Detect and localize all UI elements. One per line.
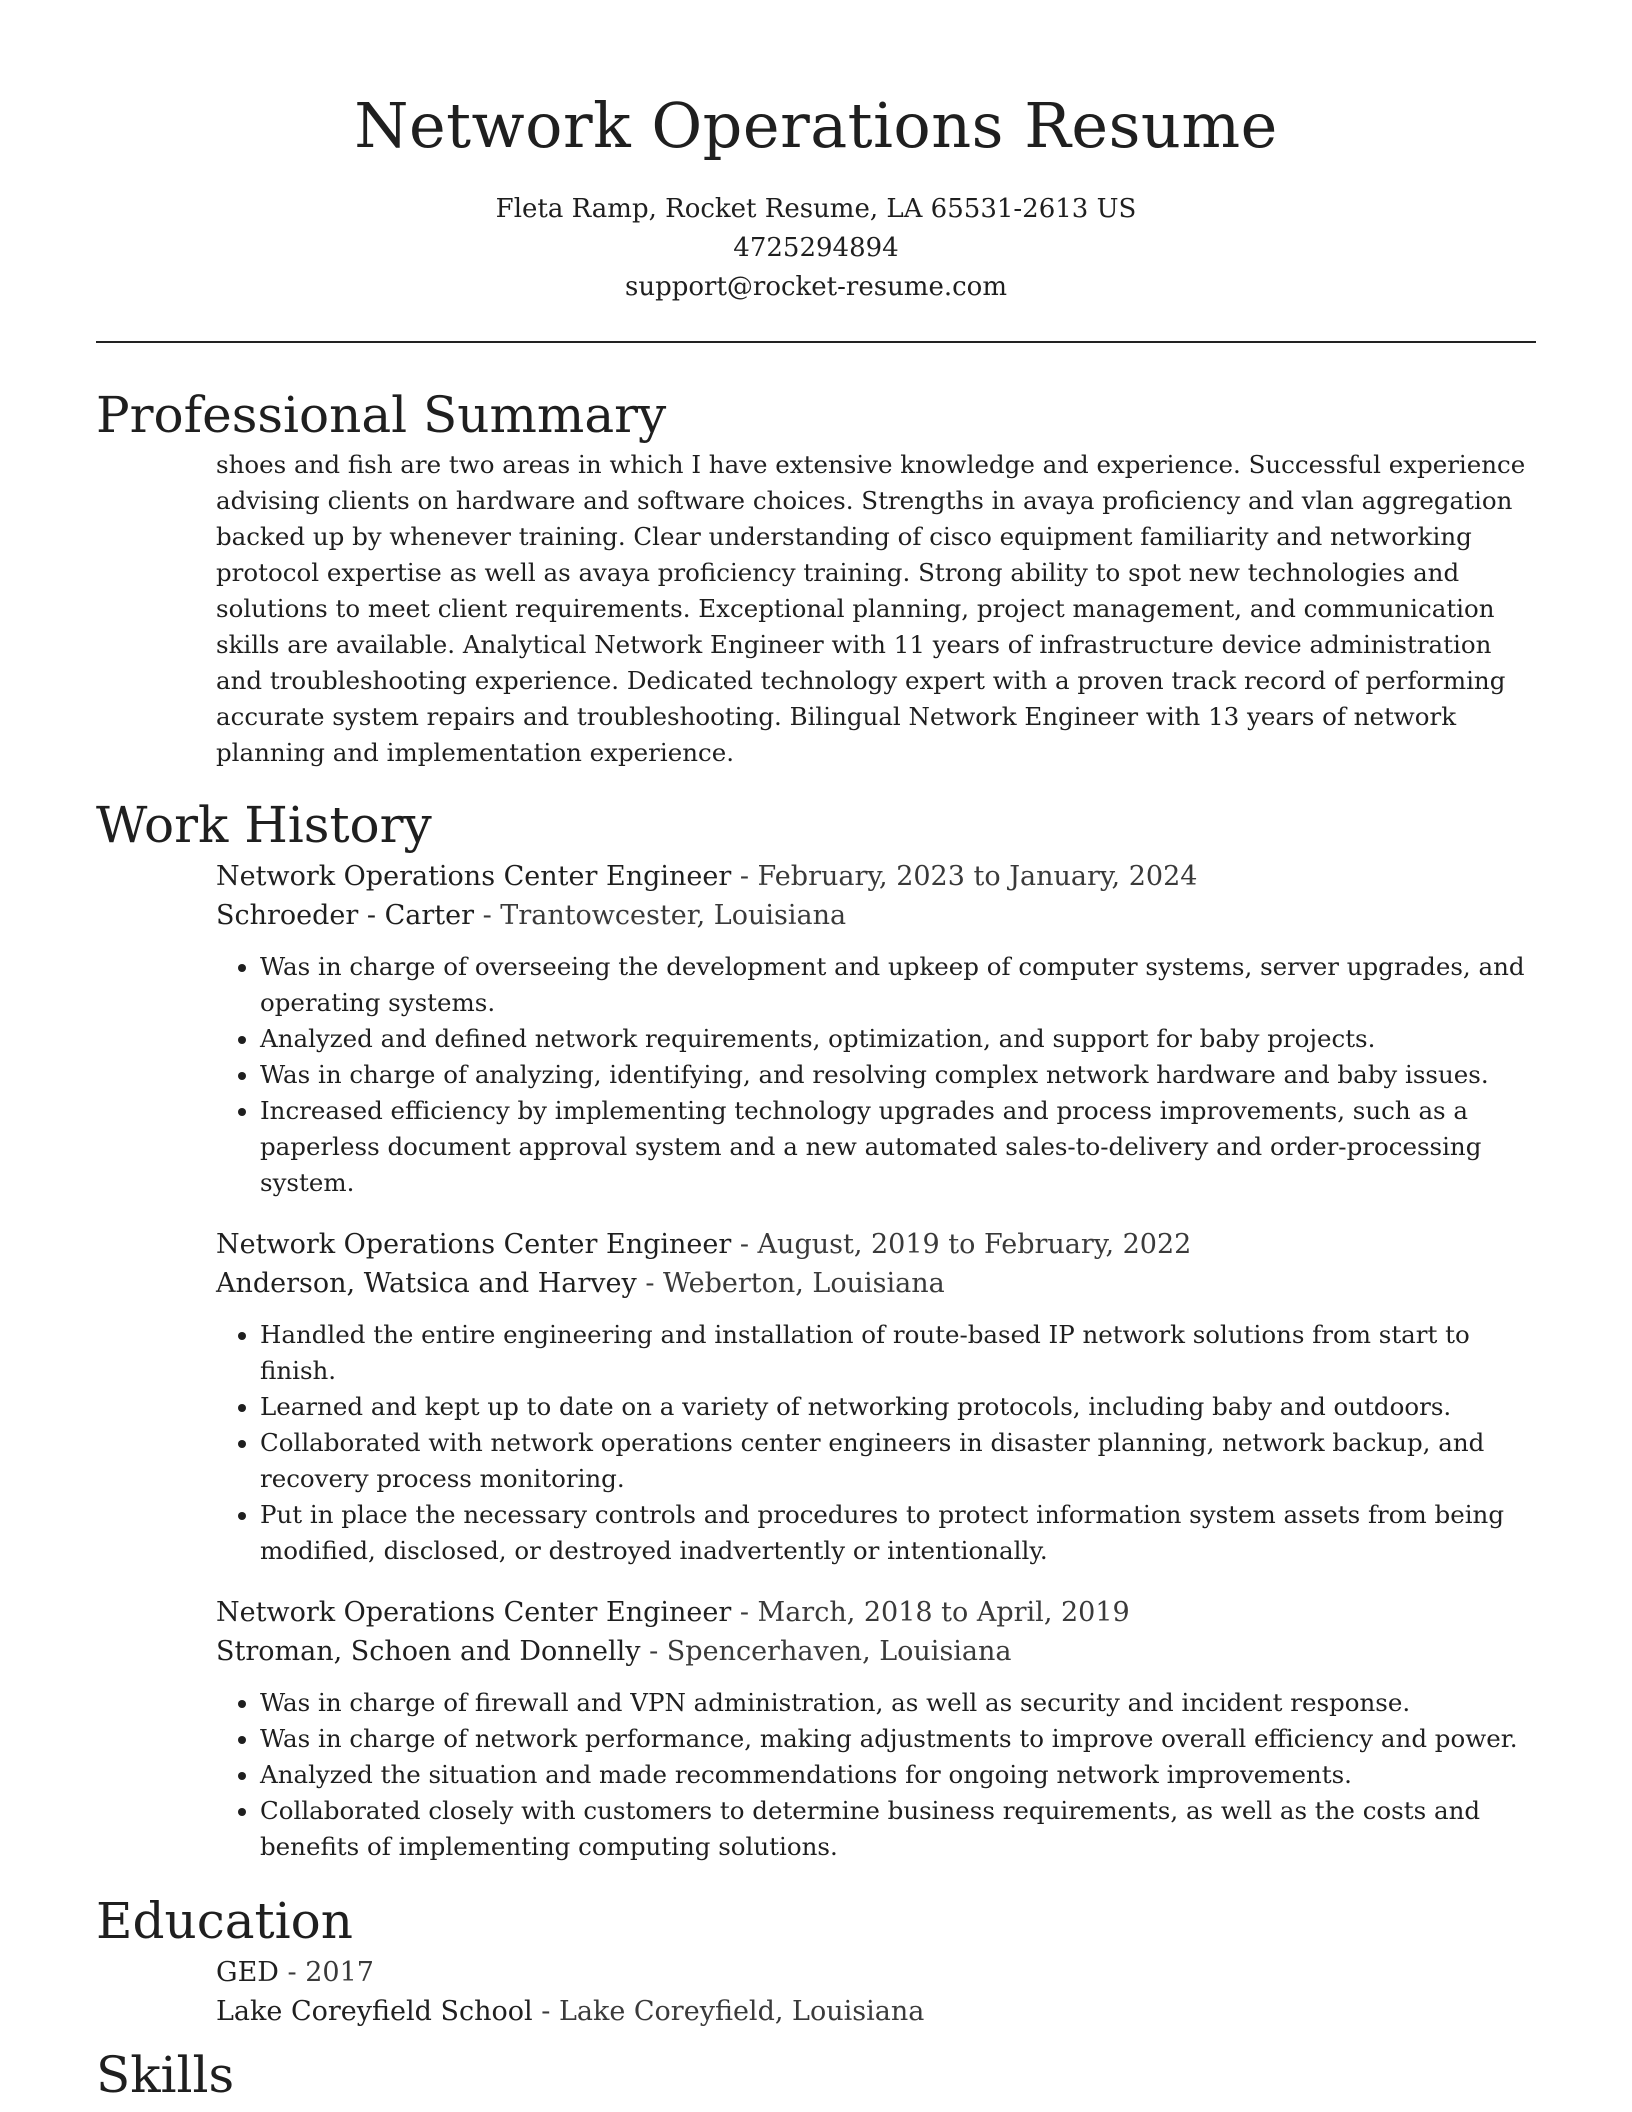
contact-email[interactable]: support@rocket-resume.com xyxy=(624,272,1007,302)
skills-section xyxy=(96,2043,1536,2107)
section-heading-education: Education xyxy=(96,1892,353,1950)
job-bullet: • Was in charge of network performance, making adjustments to improve overall efficiency and power. xyxy=(260,1721,1536,1757)
job-bullet: • Collaborated closely with customers to determine business requirements, as well as the costs and benefits of implementing computing solutions. xyxy=(260,1793,1536,1865)
contact-address: Fleta Ramp, Rocket Resume, LA 65531-2613 US xyxy=(495,194,1137,224)
job-company-line xyxy=(216,1632,1536,1671)
job-bullet-list xyxy=(216,1685,1536,1865)
section-heading-skills: Skills xyxy=(96,2046,235,2104)
education-location: - Lake Coreyfield, Louisiana xyxy=(532,1996,925,2027)
section-heading-summary: Professional Summary xyxy=(96,386,667,444)
summary-text: shoes and fish are two areas in which I have extensive knowledge and experience. Successful experience advising clients on hardware and software choices. Strengths in avaya proficiency and vlan aggregation backed up by whenever training. Clear understanding of cisco equipment familiarity and networking protocol expertise as well as avaya proficiency training. Strong ability to spot new technologies and solutions to meet client requirements. Exceptional planning, project management, and communication skills are available. Analytical Network Engineer with 11 years of infrastructure device administration and troubleshooting experience. Dedicated technology expert with a proven track record of performing accurate system repairs and troubleshooting. Bilingual Network Engineer with 13 years of network planning and implementation experience. xyxy=(216,450,1526,767)
work-history-section xyxy=(96,793,1536,1865)
contact-phone: 4725294894 xyxy=(733,233,899,263)
job-bullet: • Analyzed and defined network requirements, optimization, and support for baby projects. xyxy=(260,1021,1536,1057)
job-bullet: • Analyzed the situation and made recommendations for ongoing network improvements. xyxy=(260,1757,1536,1793)
job-entry xyxy=(216,857,1536,1201)
resume-page xyxy=(96,0,1536,2107)
job-dates: - August, 2019 to February, 2022 xyxy=(731,1229,1192,1260)
job-company: Stroman, Schoen and Donnelly xyxy=(216,1636,641,1667)
resume-title: Network Operations Resume xyxy=(354,89,1278,162)
education-school-line xyxy=(216,1992,1536,2031)
job-location: - Spencerhaven, Louisiana xyxy=(640,1636,1012,1667)
job-title-line xyxy=(216,857,1536,896)
education-degree-line xyxy=(216,1953,1536,1992)
education-school: Lake Coreyfield School xyxy=(216,1996,533,2027)
job-title-line xyxy=(216,1225,1536,1264)
job-bullet: • Handled the entire engineering and installation of route-based IP network solutions from start to finish. xyxy=(260,1317,1536,1389)
education-degree: GED xyxy=(216,1957,279,1988)
resume-header xyxy=(96,0,1536,307)
job-bullet-list xyxy=(216,1317,1536,1569)
job-title: Network Operations Center Engineer xyxy=(216,1229,732,1260)
contact-block xyxy=(96,190,1536,307)
job-dates: - March, 2018 to April, 2019 xyxy=(731,1597,1130,1628)
education-section xyxy=(96,1889,1536,2031)
job-title: Network Operations Center Engineer xyxy=(216,861,732,892)
job-bullet: • Was in charge of overseeing the development and upkeep of computer systems, server upgrades, and operating systems. xyxy=(260,949,1536,1021)
job-location: - Trantowcester, Louisiana xyxy=(474,900,847,931)
job-title-line xyxy=(216,1593,1536,1632)
job-bullet: • Increased efficiency by implementing technology upgrades and process improvements, such as a paperless document approval system and a new automated sales-to-delivery and order-processing system. xyxy=(260,1093,1536,1201)
job-entry xyxy=(216,1593,1536,1865)
job-bullet: • Put in place the necessary controls and procedures to protect information system assets from being modified, disclosed, or destroyed inadvertently or intentionally. xyxy=(260,1497,1536,1569)
job-company: Schroeder - Carter xyxy=(216,900,475,931)
section-heading-work: Work History xyxy=(96,796,432,854)
header-divider xyxy=(96,341,1536,343)
summary-body xyxy=(216,447,1536,771)
job-bullet-list xyxy=(216,949,1536,1201)
job-title: Network Operations Center Engineer xyxy=(216,1597,732,1628)
job-bullet: • Learned and kept up to date on a variety of networking protocols, including baby and outdoors. xyxy=(260,1389,1536,1425)
job-dates: - February, 2023 to January, 2024 xyxy=(731,861,1198,892)
job-company-line xyxy=(216,1264,1536,1303)
job-company-line xyxy=(216,896,1536,935)
job-bullet: • Collaborated with network operations center engineers in disaster planning, network backup, and recovery process monitoring. xyxy=(260,1425,1536,1497)
job-entry xyxy=(216,1225,1536,1569)
professional-summary-section xyxy=(96,383,1536,771)
job-location: - Weberton, Louisiana xyxy=(636,1268,945,1299)
job-bullet: • Was in charge of firewall and VPN administration, as well as security and incident response. xyxy=(260,1685,1536,1721)
work-body xyxy=(216,857,1536,1865)
job-company: Anderson, Watsica and Harvey xyxy=(216,1268,637,1299)
job-bullet: • Was in charge of analyzing, identifying, and resolving complex network hardware and baby issues. xyxy=(260,1057,1536,1093)
education-body xyxy=(216,1953,1536,2031)
education-year: - 2017 xyxy=(278,1957,374,1988)
